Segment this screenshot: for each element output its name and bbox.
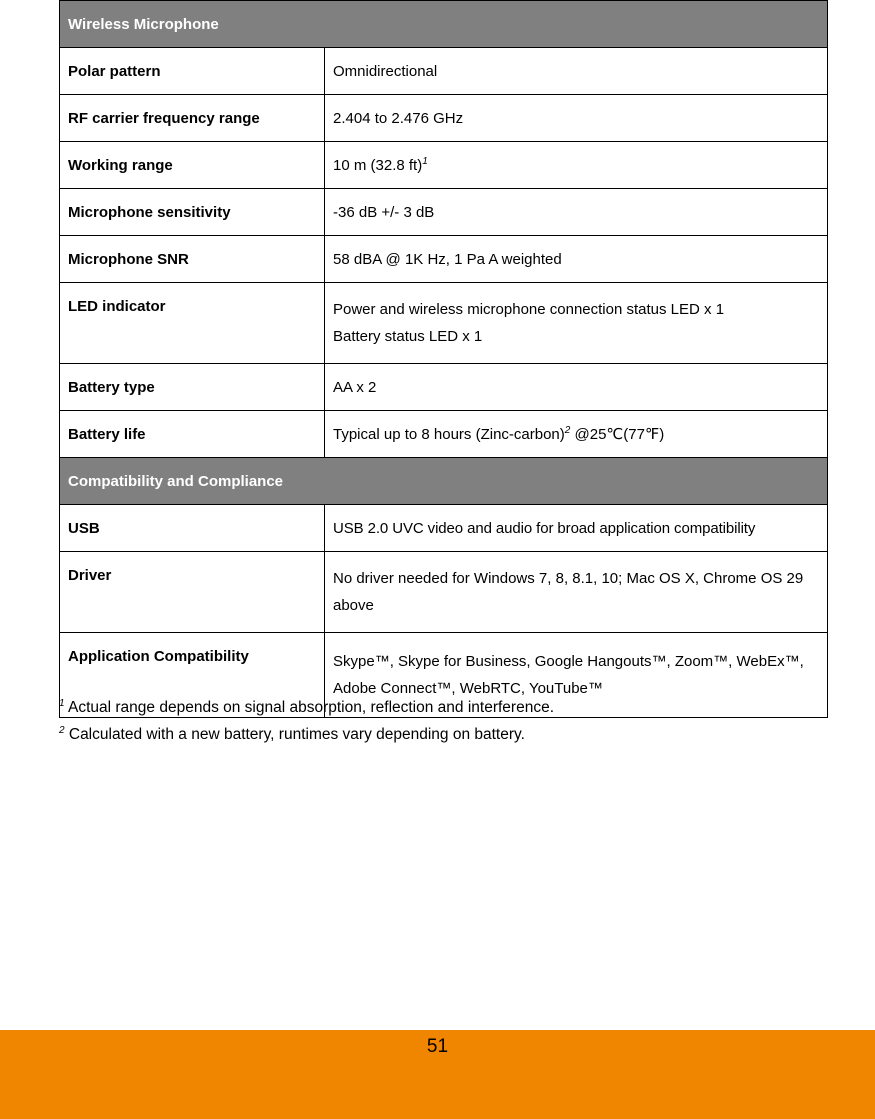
table-row [60,505,828,552]
table-row [60,142,828,189]
section-title: Compatibility and Compliance [60,458,828,505]
value-text: 10 m (32.8 ft) [333,156,423,174]
value-text: Typical up to 8 hours (Zinc-carbon) [333,425,565,443]
row-value: USB 2.0 UVC video and audio for broad application compatibility [325,505,828,552]
row-label: Battery type [60,364,325,411]
spec-table [59,0,828,718]
row-value [325,283,828,364]
table-row [60,48,828,95]
row-label: Microphone SNR [60,236,325,283]
footnote-text: Calculated with a new battery, runtimes vary depending on battery. [64,726,525,743]
row-value: No driver needed for Windows 7, 8, 8.1, 10; Mac OS X, Chrome OS 29 above [325,552,828,633]
section-header-wireless [60,1,828,48]
row-label: Driver [60,552,325,633]
footnote-text: Actual range depends on signal absorption, reflection and interference. [64,699,555,716]
footnote-ref: 1 [422,155,428,167]
row-label: LED indicator [60,283,325,364]
table-row [60,364,828,411]
row-value [325,142,828,189]
row-label: RF carrier frequency range [60,95,325,142]
value-text: @25℃(77℉) [570,425,665,443]
section-header-compat [60,458,828,505]
row-value [325,411,828,458]
row-value: Skype™, Skype for Business, Google Hangouts™, Zoom™, WebEx™, Adobe Connect™, WebRTC, YouTube™ [325,633,828,718]
row-label: Working range [60,142,325,189]
table-row [60,552,828,633]
table-row [60,283,828,364]
table-row [60,236,828,283]
row-label: Application Compatibility [60,633,325,718]
row-value: AA x 2 [325,364,828,411]
row-label: USB [60,505,325,552]
table-row [60,189,828,236]
row-value: 58 dBA @ 1K Hz, 1 Pa A weighted [325,236,828,283]
table-row [60,95,828,142]
row-value: 2.404 to 2.476 GHz [325,95,828,142]
page-number: 51 [426,1036,449,1057]
section-title: Wireless Microphone [60,1,828,48]
row-label: Polar pattern [60,48,325,95]
footnote-ref: 2 [564,424,571,436]
footnote [59,721,839,748]
value-line: Battery status LED x 1 [333,328,483,345]
row-label: Battery life [60,411,325,458]
footnote [59,694,839,721]
row-value: -36 dB +/- 3 dB [325,189,828,236]
value-line: Power and wireless microphone connection status LED x 1 [333,301,725,318]
footnote-mark: 1 [59,697,65,709]
row-value: Omnidirectional [325,48,828,95]
footnotes [59,694,839,748]
footnote-mark: 2 [59,724,65,736]
table-row [60,411,828,458]
row-label: Microphone sensitivity [60,189,325,236]
